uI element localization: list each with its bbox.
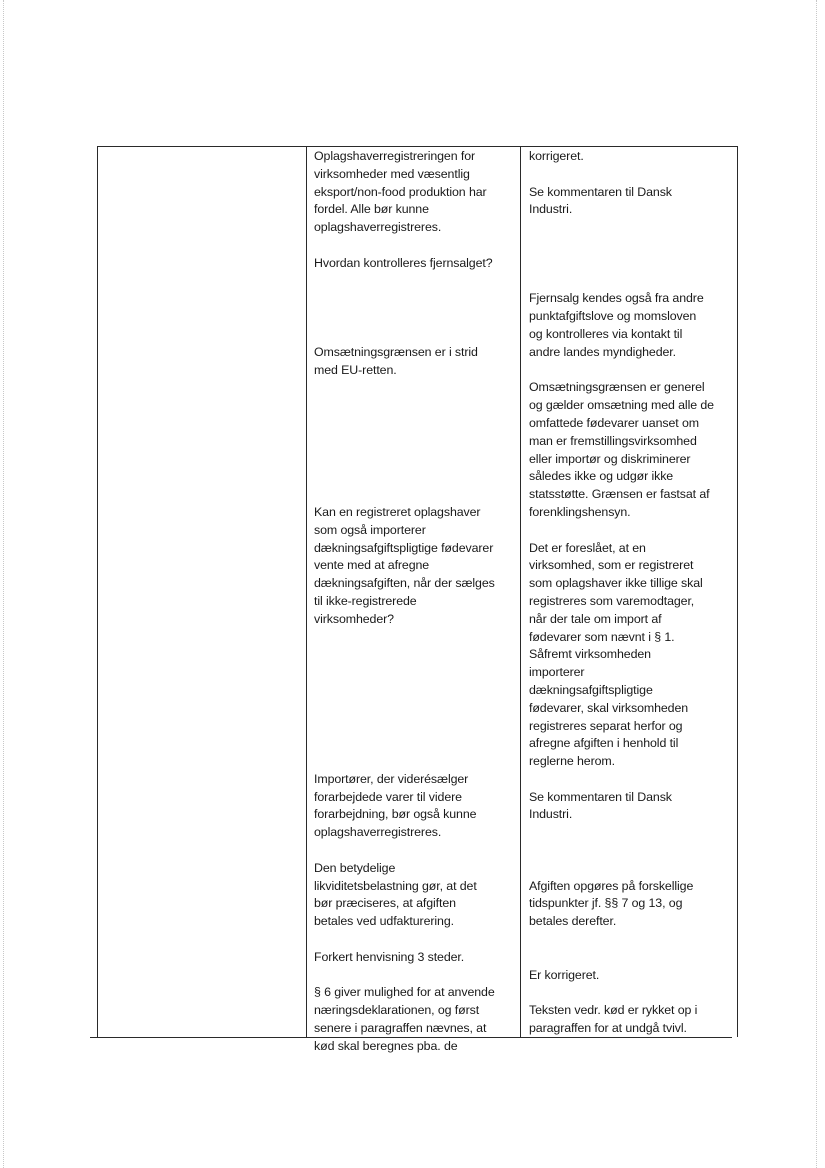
- remark-line: kød skal beregnes pba. de: [314, 1038, 458, 1053]
- remark-line: vente med at afregne: [314, 558, 430, 573]
- remark-block: [314, 344, 516, 380]
- response-line: således ikke og udgør ikke: [529, 469, 674, 484]
- remark-line: oplagshaverregistreres.: [314, 825, 442, 840]
- response-line: Industri.: [529, 202, 573, 217]
- response-line: Teksten vedr. kød er rykket op i: [529, 1003, 698, 1018]
- response-block: [529, 148, 735, 166]
- response-line: Industri.: [529, 807, 573, 822]
- response-block: [529, 789, 735, 825]
- remark-line: Den betydelige: [314, 860, 396, 875]
- response-line: Er korrigeret.: [529, 967, 600, 982]
- remark-line: forarbejdede varer til videre: [314, 789, 462, 804]
- response-line: og kontrolleres via kontakt til: [529, 326, 683, 341]
- response-line: tidspunkter jf. §§ 7 og 13, og: [529, 896, 683, 911]
- response-line: fødevarer som nævnt i § 1.: [529, 629, 675, 644]
- response-line: dækningsafgiftspligtige: [529, 682, 653, 697]
- response-block: [529, 290, 735, 361]
- remark-line: næringsdeklarationen, og først: [314, 1003, 480, 1018]
- remark-line: virksomheder med væsentlig: [314, 166, 470, 181]
- remark-line: oplagshaverregistreres.: [314, 220, 442, 235]
- response-line: forenklingshensyn.: [529, 504, 631, 519]
- remark-line: som også importerer: [314, 522, 426, 537]
- response-line: afregne afgiften i henhold til: [529, 736, 679, 751]
- response-line: reglerne herom.: [529, 754, 615, 769]
- response-line: eller importør og diskriminerer: [529, 451, 691, 466]
- remark-line: Oplagshaverregistreringen for: [314, 149, 476, 163]
- remark-line: bør præciseres, at afgiften: [314, 896, 456, 911]
- response-line: fødevarer, skal virksomheden: [529, 700, 689, 715]
- remark-line: dækningsafgiften, når der sælges: [314, 576, 495, 591]
- response-block: [529, 878, 735, 931]
- remark-line: virksomheder?: [314, 611, 394, 626]
- response-line: korrigeret.: [529, 149, 584, 163]
- column-divider-2: [520, 146, 521, 1037]
- response-line: registreres som varemodtager,: [529, 593, 695, 608]
- remark-line: Importører, der viderésælger: [314, 771, 469, 786]
- response-line: Fjernsalg kendes også fra andre: [529, 291, 704, 306]
- remark-line: Omsætningsgrænsen er i strid: [314, 344, 478, 359]
- table-right-border: [737, 146, 738, 1037]
- remark-line: til ikke-registrerede: [314, 593, 417, 608]
- response-line: Det er foreslået, at en: [529, 540, 646, 555]
- remark-block: [314, 860, 516, 931]
- response-line: andre landes myndigheder.: [529, 344, 676, 359]
- response-block: [529, 1002, 735, 1038]
- remark-block: [314, 984, 516, 1055]
- response-line: Se kommentaren til Dansk: [529, 184, 672, 199]
- remark-line: betales ved udfakturering.: [314, 914, 454, 929]
- remark-line: Forkert henvisning 3 steder.: [314, 949, 465, 964]
- response-line: Såfremt virksomheden: [529, 647, 651, 662]
- response-line: som oplagshaver ikke tillige skal: [529, 576, 703, 591]
- response-line: når der tale om import af: [529, 611, 662, 626]
- remark-block: [314, 504, 516, 629]
- remark-line: med EU-retten.: [314, 362, 397, 377]
- response-block: [529, 540, 735, 771]
- response-line: punktafgiftslove og momsloven: [529, 309, 697, 324]
- remark-block: [314, 949, 516, 967]
- response-block: [529, 184, 735, 220]
- remark-line: Hvordan kontrolleres fjernsalget?: [314, 255, 493, 270]
- response-line: importerer: [529, 665, 585, 680]
- column-divider-1: [306, 146, 307, 1037]
- table-left-border: [97, 146, 98, 1037]
- remark-line: dækningsafgiftspligtige fødevarer: [314, 540, 494, 555]
- remark-line: Kan en registreret oplagshaver: [314, 504, 481, 519]
- remark-line: § 6 giver mulighed for at anvende: [314, 985, 495, 1000]
- response-line: statsstøtte. Grænsen er fastsat af: [529, 487, 710, 502]
- response-line: Se kommentaren til Dansk: [529, 789, 672, 804]
- response-line: paragraffen for at undgå tvivl.: [529, 1021, 687, 1036]
- response-line: og gælder omsætning med alle de: [529, 398, 714, 413]
- remark-line: fordel. Alle bør kunne: [314, 202, 429, 217]
- response-line: virksomhed, som er registreret: [529, 558, 694, 573]
- remark-block: [314, 148, 516, 237]
- response-block: [529, 967, 735, 985]
- response-line: registreres separat herfor og: [529, 718, 683, 733]
- remarks-column: [314, 148, 516, 1056]
- responses-column: [529, 148, 735, 1038]
- remark-line: likviditetsbelastning gør, at det: [314, 878, 477, 893]
- response-line: betales derefter.: [529, 914, 617, 929]
- table-top-border: [97, 146, 738, 147]
- remark-block: [314, 255, 516, 273]
- remark-line: eksport/non-food produktion har: [314, 184, 487, 199]
- remark-line: senere i paragraffen nævnes, at: [314, 1021, 487, 1036]
- response-line: Afgiften opgøres på forskellige: [529, 878, 694, 893]
- remark-line: forarbejdning, bør også kunne: [314, 807, 477, 822]
- response-line: omfattede fødevarer uanset om: [529, 415, 699, 430]
- response-line: man er fremstillingsvirksomhed: [529, 433, 697, 448]
- response-line: Omsætningsgrænsen er generel: [529, 380, 705, 395]
- remark-block: [314, 771, 516, 842]
- response-block: [529, 379, 735, 521]
